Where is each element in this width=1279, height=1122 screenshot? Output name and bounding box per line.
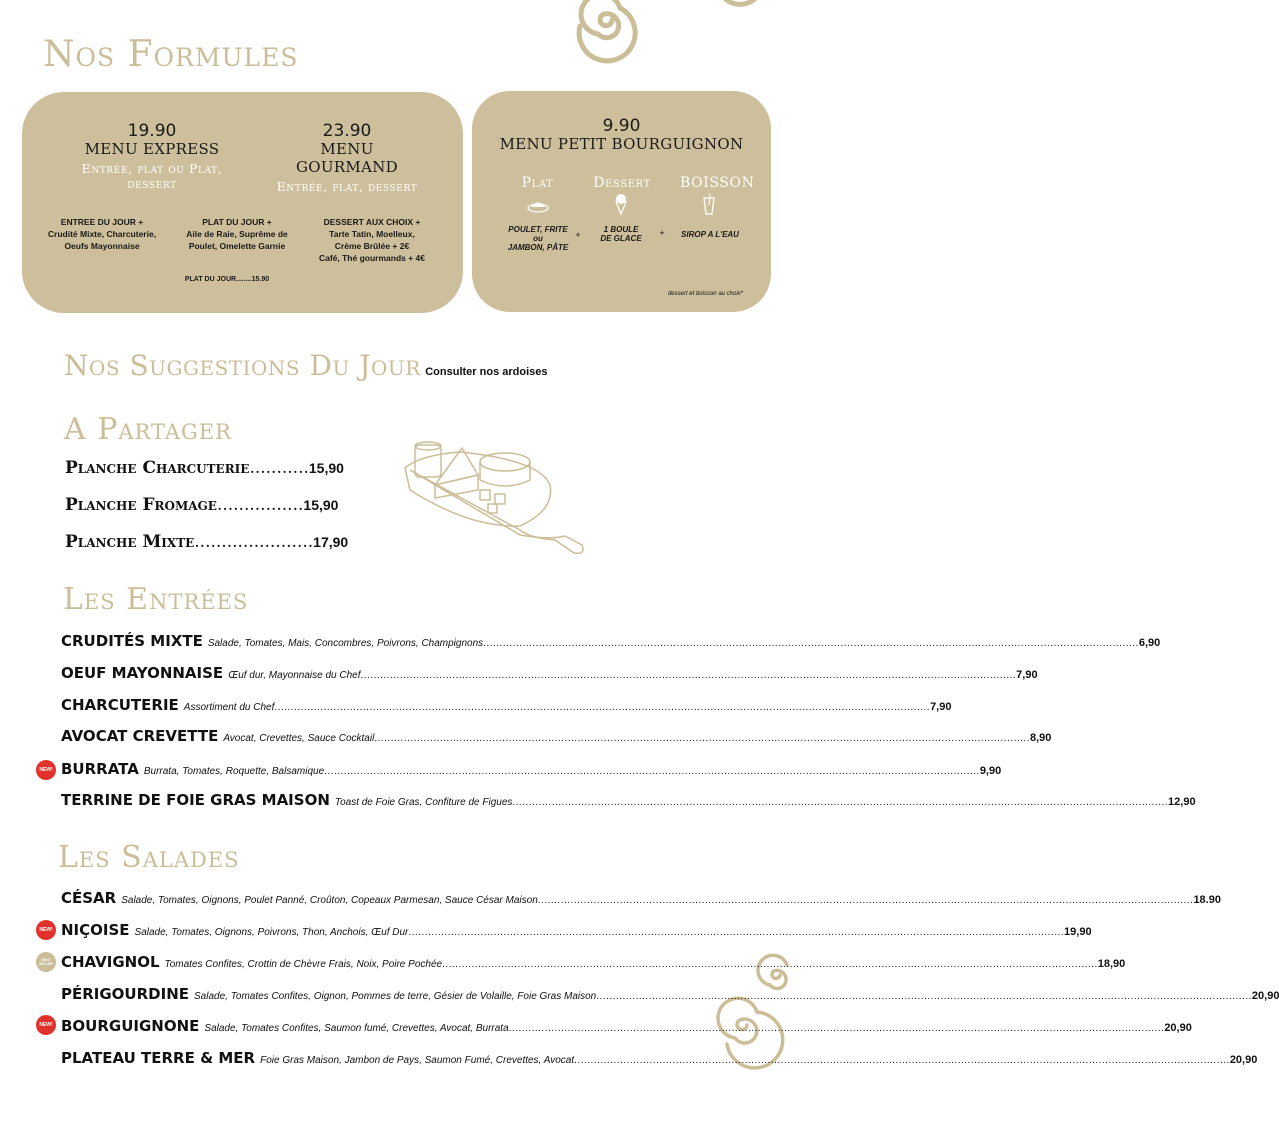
desc-line: 1 BOULE [603,225,639,234]
formule-dessert-desc [307,216,437,264]
petit-boisson-heading: BOISSON [680,175,755,191]
menu-gourmand [272,122,422,194]
desc-line: ENTREE DU JOUR + [60,217,144,227]
desc-line: Oeufs Mayonnaise [64,241,140,251]
item-description: Burrata, Tomates, Roquette, Balsamique [143,766,325,777]
dot-leader: ........................................................................................................................................................................................................ [483,638,1139,649]
item-description: Œuf dur, Mayonnaise du Chef [228,670,361,681]
dot-leader: ........................................................................................................................................................................................................ [508,1023,1165,1034]
item-price: 20,90 [1251,990,1279,1002]
item-name: PLATEAU TERRE & MER [61,1049,256,1067]
item-description: Foie Gras Maison, Jambon de Pays, Saumon Fumé, Crevettes, Avocat [260,1055,575,1066]
petit-bourguignon-panel [472,91,771,312]
menu-petit-price: 9.90 [602,116,641,136]
item-price: 18,90 [1097,958,1126,970]
item-name: BURRATA [61,760,139,778]
item-description: Salade, Tomates, Oignons, Poulet Panné, Croûton, Copeaux Parmesan, Sauce César Maison [121,895,538,906]
dot-leader: ........................................................................................................................................................................................................ [408,927,1065,938]
item-price: 9,90 [979,765,1002,777]
plat-du-jour-price: PLAT DU JOUR........15.90 [184,276,270,283]
menu-item-row [61,727,1052,745]
dot-leader: ........................................................................................................................................................................................................ [537,895,1194,906]
item-description: Tomates Confites, Crottin de Chèvre Frais, Noix, Poire Pochée [164,959,443,970]
dot-leader: ................ [216,495,304,515]
partager-title: A Partager [64,412,232,447]
desc-line: Crudité Mixte, Charcuterie, [47,229,157,239]
item-description: Toast de Foie Gras, Confiture de Figues [334,797,513,808]
menu-gourmand-price: 23.90 [322,121,372,141]
dot-leader: ........................................................................................................................................................................................................ [374,733,1030,744]
desc-line: Tarte Tatin, Moelleux, [329,229,415,239]
menu-item-row [61,664,1038,682]
item-description: Assortiment du Chef [183,702,275,713]
desc-line: Poulet, Omelette Garnie [188,241,286,251]
dot-leader: ........................................................................................................................................................................................................ [596,991,1252,1002]
menu-petit-name: MENU PETIT BOURGUIGNON [499,135,744,153]
item-name: OEUF MAYONNAISE [61,664,224,682]
item-price: 6,90 [1138,637,1161,649]
desc-line: Café, Thé gourmands + 4€ [318,253,426,263]
suggestions-title: Nos Suggestions Du Jour [64,349,421,382]
item-description: Salade, Tomates, Oignons, Poivrons, Thon, Anchois, Œuf Dur [134,927,409,938]
dot-leader: ........................................................................................................................................................................................................ [574,1055,1230,1066]
item-name: PÉRIGOURDINE [61,985,189,1003]
menu-item-row [61,791,1196,809]
menu-item-row [61,632,1161,650]
dot-leader: ........... [249,458,309,478]
ice-cream-icon [613,193,629,215]
share-item [65,495,338,515]
new-badge: NEW! [36,760,56,780]
petit-plat-heading: Plat [521,175,554,191]
new-badge: NEW! [36,1015,56,1035]
menu-item-row [61,985,1279,1003]
item-description: Avocat, Crevettes, Sauce Cocktail [223,733,375,744]
item-price: 20,90 [1229,1054,1258,1066]
item-name: CRUDITÉS MIXTE [61,632,203,650]
dot-leader: ...................... [194,532,314,552]
dot-leader: ........................................................................................................................................................................................................ [512,797,1169,808]
item-price: 15,90 [308,460,344,476]
dot-leader: ........................................................................................................................................................................................................ [360,670,1017,681]
desc-line: POULET, FRITE [508,225,568,234]
menu-item-row [61,889,1221,907]
desc-line: PLAT DU JOUR + [202,217,272,227]
best-seller-badge: BEST SELLER [36,952,56,972]
dot-leader: ........................................................................................................................................................................................................ [274,702,931,713]
desc-line: DE GLACE [600,234,642,243]
petit-plat-desc [498,225,578,252]
desc-line: JAMBON, PÂTE [507,243,569,252]
petit-dessert-heading: Dessert [593,175,651,191]
menu-petit [472,117,771,153]
item-price: 20,90 [1164,1022,1192,1034]
menu-express [62,122,242,191]
dot-leader: ........................................................................................................................................................................................................ [324,766,980,777]
formule-plat-desc [172,216,302,252]
menu-express-name: MENU EXPRESS [84,140,220,158]
petit-note: dessert et boisson au choix* [667,291,743,297]
menu-item-row [61,696,952,714]
drink-icon [701,193,717,215]
plus-sign-1: + [575,230,581,240]
suggestions-note: Consulter nos ardoises [425,366,548,378]
item-price: 12,90 [1168,796,1196,808]
dot-leader: ........................................................................................................................................................................................................ [442,959,1098,970]
petit-boisson-desc: SIROP A L'EAU [681,230,739,239]
item-price: 18.90 [1193,894,1221,906]
share-item [65,458,344,478]
item-name: Planche Charcuterie [65,458,250,478]
item-name: Planche Mixte [65,532,195,552]
item-name: CHAVIGNOL [61,953,160,971]
item-description: Salade, Tomates, Mais, Concombres, Poivrons, Champignons [207,638,484,649]
desc-line: Aile de Raie, Suprême de [186,229,288,239]
share-item [65,532,348,552]
menu-gourmand-sub: Entrée, plat, dessert [276,179,418,194]
desc-line: Crème Brûlée + 2€ [334,241,410,251]
item-name: NIÇOISE [61,921,130,939]
plate-icon [527,196,549,214]
formule-entree-desc [37,216,167,252]
swirl-decoration-top [560,0,800,80]
item-name: CÉSAR [61,889,117,907]
item-name: Planche Fromage [65,495,217,515]
desc-line: DESSERT AUX CHOIX + [323,217,421,227]
item-name: AVOCAT CREVETTE [61,727,219,745]
menu-item-row [61,1049,1258,1067]
item-name: CHARCUTERIE [61,696,179,714]
menu-express-price: 19.90 [127,121,177,141]
formules-panel [22,92,463,313]
cheese-board-illustration [400,440,590,560]
menu-item-row [61,921,1092,939]
menu-gourmand-name: MENU GOURMAND [296,140,398,176]
formules-title: Nos Formules [43,34,299,75]
suggestions-heading [64,349,548,382]
item-price: 8,90 [1029,732,1052,744]
item-name: TERRINE DE FOIE GRAS MAISON [61,791,330,809]
menu-express-sub: Entrée, plat ou Plat, dessert [81,161,223,191]
plus-sign-2: + [659,228,665,238]
menu-item-row [61,760,1002,778]
menu-item-row [61,953,1126,971]
item-description: Salade, Tomates Confites, Saumon fumé, Crevettes, Avocat, Burrata [204,1023,509,1034]
item-price: 7,90 [1016,669,1038,681]
item-description: Salade, Tomates Confites, Oignon, Pommes de terre, Gésier de Volaille, Foie Gras Maison [194,991,597,1002]
new-badge: NEW! [36,920,56,940]
item-price: 19,90 [1064,926,1092,938]
desc-line: ou [533,234,543,243]
item-price: 7,90 [930,701,952,713]
item-price: 17,90 [313,534,349,550]
entrees-title: Les Entrées [63,582,249,617]
item-price: 15,90 [303,497,339,513]
menu-item-row [61,1017,1192,1035]
item-name: BOURGUIGNONE [61,1017,200,1035]
petit-dessert-desc [586,225,656,243]
salades-title: Les Salades [58,840,240,875]
